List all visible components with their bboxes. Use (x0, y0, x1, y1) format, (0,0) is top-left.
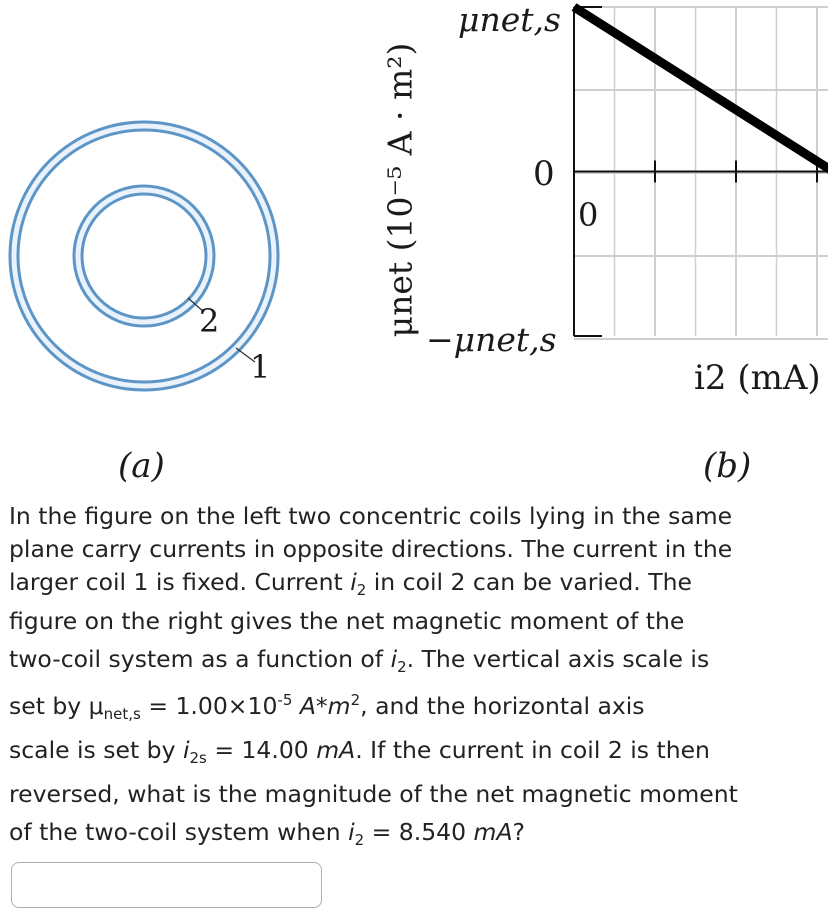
x-axis-label: i2 (mA) (694, 358, 821, 398)
y-axis-label: μnet (10⁻⁵ A · m²) (380, 42, 420, 338)
coil-2-label: 2 (199, 302, 220, 340)
series-line (574, 7, 828, 213)
figure-b-caption: (b) (703, 446, 752, 486)
answer-input[interactable] (11, 862, 322, 908)
problem-line: set by $\mu_{net,s} = 1.00\times 10^{-5}$ $A*m^2$, and the horizontal axis (9, 691, 645, 723)
problem-line: larger coil 1 is fixed. Current $i_2$ in coil 2 can be varied. The (9, 568, 692, 599)
figure-a-caption: (a) (118, 446, 165, 486)
y-tick-zero: 0 (533, 154, 555, 194)
coil-1-label: 1 (250, 348, 271, 386)
problem-line: of the two-coil system when $i_2 = 8.540$ mA? (9, 818, 525, 849)
problem-line: In the figure on the left two concentric coils lying in the same (9, 502, 733, 530)
problem-line: reversed, what is the magnitude of the net magnetic moment (9, 780, 738, 808)
problem-line: scale is set by $i_{2s} = 14.00$ mA. If the current in coil 2 is then (9, 736, 710, 767)
problem-line: figure on the right gives the net magnetic moment of the (9, 607, 685, 635)
problem-line: two-coil system as a function of $i_2$. The vertical axis scale is (9, 645, 710, 676)
problem-text (9, 500, 824, 849)
y-tick-bottom: −μnet,s (426, 320, 557, 359)
y-tick-top: μnet,s (458, 0, 561, 39)
problem-line: plane carry currents in opposite directions. The current in the (9, 535, 733, 563)
x-tick-zero: 0 (578, 196, 599, 234)
